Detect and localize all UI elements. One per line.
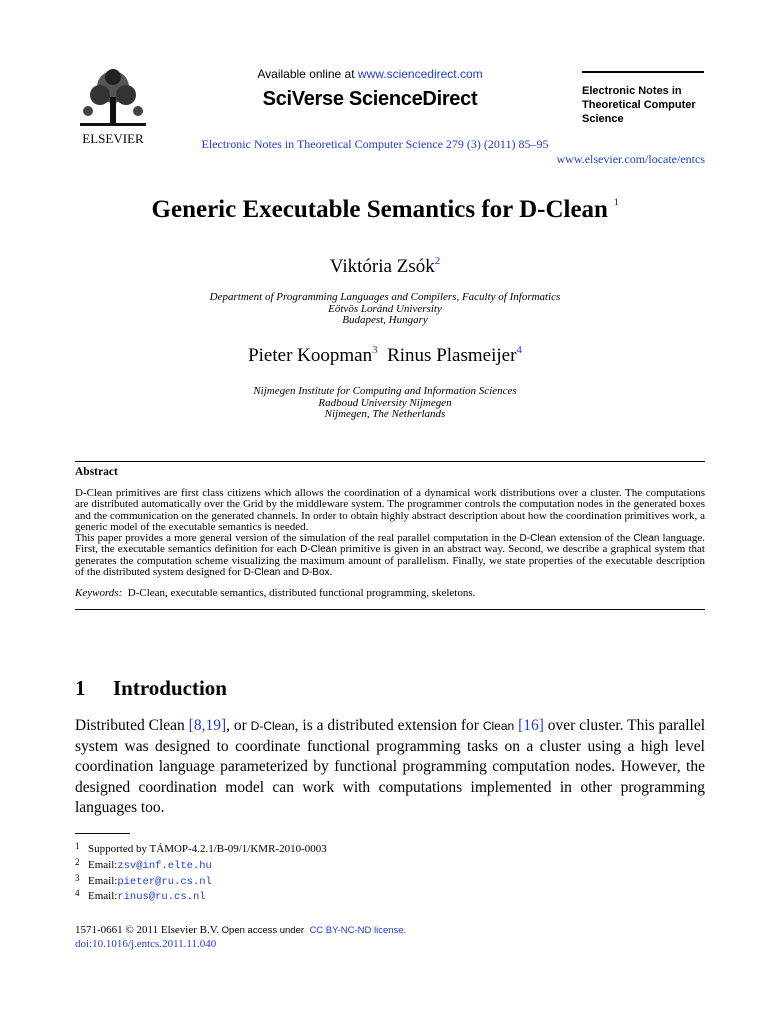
affiliation-line: Budapest, Hungary: [342, 314, 428, 326]
dclean-term: D-Clean: [250, 719, 295, 733]
footnote-4: [75, 888, 206, 903]
issn-text: 1571-0661 © 2011 Elsevier B.V.: [75, 924, 220, 936]
author-line-2: [60, 344, 710, 367]
abstract-body: [75, 488, 705, 578]
footnote-2: [75, 857, 212, 872]
body-text: over cluster. This parallel system was designed to coordinate functional programming tasks on a cluster using a high level coordination language parameterized by functional programming computation nodes. However, the designed coordination model can work with computations implemented in other programming languages too.: [75, 717, 706, 817]
footnote-label: Email:: [88, 875, 118, 887]
intro-paragraph: [75, 716, 705, 819]
abstract-text: and: [280, 566, 302, 579]
title-footnote-mark[interactable]: 1: [613, 197, 619, 207]
dclean-term: D-Clean: [243, 567, 281, 579]
sciverse-brand: SciVerse ScienceDirect: [262, 88, 478, 110]
available-online-line: [180, 67, 560, 81]
author-line-1: [60, 255, 710, 278]
journal-url-link[interactable]: www.elsevier.com/locate/entcs: [556, 152, 705, 166]
footnote-label: Email:: [88, 890, 118, 902]
open-access-text: Open access under: [219, 925, 307, 936]
email-link[interactable]: pieter@ru.cs.nl: [117, 876, 212, 888]
section-number: 1: [75, 676, 86, 700]
citation-link[interactable]: [8,19]: [188, 717, 227, 734]
abstract-paragraph-1: D-Clean primitives are first class citizens which allows the coordination of a dynamical work distributions over a cluster. The computations are distributed automatically over the Grid by the middleware system. The programmer controls the computation nodes in the generated boxes and the communication on the generated channels. In order to obtain highly abstract description about how the coordination primitives work, a generic model of the executable semantics is needed.: [75, 487, 705, 533]
elsevier-logo-text: ELSEVIER: [82, 131, 144, 146]
footnote-label: Supported by: [88, 843, 150, 855]
journal-name-block: [582, 84, 722, 126]
abstract-text: This paper provides a more general version of the simulation of the real parallel computation in the: [75, 532, 520, 545]
abstract-text: language. First, the executable semantics definition for each: [75, 532, 705, 556]
footnote-number: 4: [75, 888, 80, 898]
citation-link[interactable]: [16]: [518, 717, 544, 734]
abstract-heading: Abstract: [75, 466, 118, 478]
abstract-text: .: [329, 566, 333, 579]
license-link[interactable]: CC BY-NC-ND license.: [309, 925, 407, 936]
footnote-3: [75, 873, 212, 888]
body-text: , or: [226, 717, 251, 734]
sciencedirect-link[interactable]: www.sciencedirect.com: [357, 67, 483, 81]
keywords-label: Keywords:: [75, 587, 123, 599]
dclean-term: D-Clean: [300, 544, 337, 556]
body-text: , is a distributed extension for: [294, 717, 483, 734]
paper-title: [60, 196, 710, 224]
section-title: Introduction: [113, 676, 227, 700]
author-footnote-mark[interactable]: 2: [434, 255, 441, 267]
abstract-text: extension of the: [556, 532, 634, 545]
doi-link[interactable]: doi:10.1016/j.entcs.2011.11.040: [75, 938, 217, 950]
affiliation-line: Nijmegen, The Netherlands: [324, 408, 446, 420]
author-name: Rinus Plasmeijer: [387, 345, 517, 366]
journal-name-line: Theoretical Computer: [582, 99, 696, 111]
footnote-value: TÁMOP-4.2.1/B-09/1/KMR-2010-0003: [149, 843, 327, 855]
keywords-text: D-Clean, executable semantics, distributed functional programming, skeletons.: [127, 587, 476, 599]
affiliation-line: Eötvös Loránd University: [328, 302, 442, 315]
elsevier-logo-tree-icon: [70, 67, 156, 147]
clean-term: Clean: [633, 533, 660, 545]
clean-term: Clean: [482, 719, 515, 733]
author-footnote-mark[interactable]: 3: [372, 344, 378, 356]
journal-name-line: Science: [582, 113, 624, 125]
footnote-label: Email:: [88, 859, 118, 871]
footnote-number: 2: [75, 857, 80, 867]
author-footnote-mark[interactable]: 4: [516, 344, 522, 356]
abstract-text: primitive is given in an abstract way. Second, we describe a graphical system that generates the computation scheme visualizing the maximum amount of parallelism. Finally, we state properties of the executable description of the distributed system designed for: [75, 543, 705, 579]
journal-name-line: Electronic Notes in: [582, 85, 682, 97]
dbox-term: D-Box: [301, 567, 330, 579]
abstract-paragraph-2: [75, 533, 705, 578]
body-text: Distributed Clean: [75, 717, 189, 734]
issn-copyright-line: [75, 924, 406, 936]
affiliation-2: [60, 386, 710, 421]
author-name: Pieter Koopman: [248, 345, 373, 366]
affiliation-line: Radboud University Nijmegen: [318, 396, 452, 409]
email-link[interactable]: rinus@ru.cs.nl: [117, 891, 206, 903]
affiliation-1: [60, 292, 710, 327]
title-text: Generic Executable Semantics for D-Clean: [151, 196, 608, 223]
footnote-rule: [75, 833, 130, 834]
dclean-term: D-Clean: [519, 533, 557, 545]
footnote-number: 3: [75, 873, 80, 883]
footnote-1: [75, 841, 327, 855]
journal-rule: [582, 71, 704, 73]
journal-citation-link[interactable]: Electronic Notes in Theoretical Computer Science 279 (3) (2011) 85–95: [201, 137, 549, 151]
footnote-number: 1: [75, 841, 80, 851]
affiliation-line: Department of Programming Languages and Compilers, Faculty of Informatics: [209, 291, 561, 303]
author-name: Viktória Zsók: [329, 256, 435, 277]
abstract-bottom-rule: [75, 609, 705, 610]
email-link[interactable]: zsv@inf.elte.hu: [117, 860, 212, 872]
abstract-top-rule: [75, 461, 705, 462]
affiliation-line: Nijmegen Institute for Computing and Information Sciences: [253, 385, 517, 397]
keywords-line: [75, 587, 705, 599]
available-prefix: Available online at: [257, 67, 358, 81]
